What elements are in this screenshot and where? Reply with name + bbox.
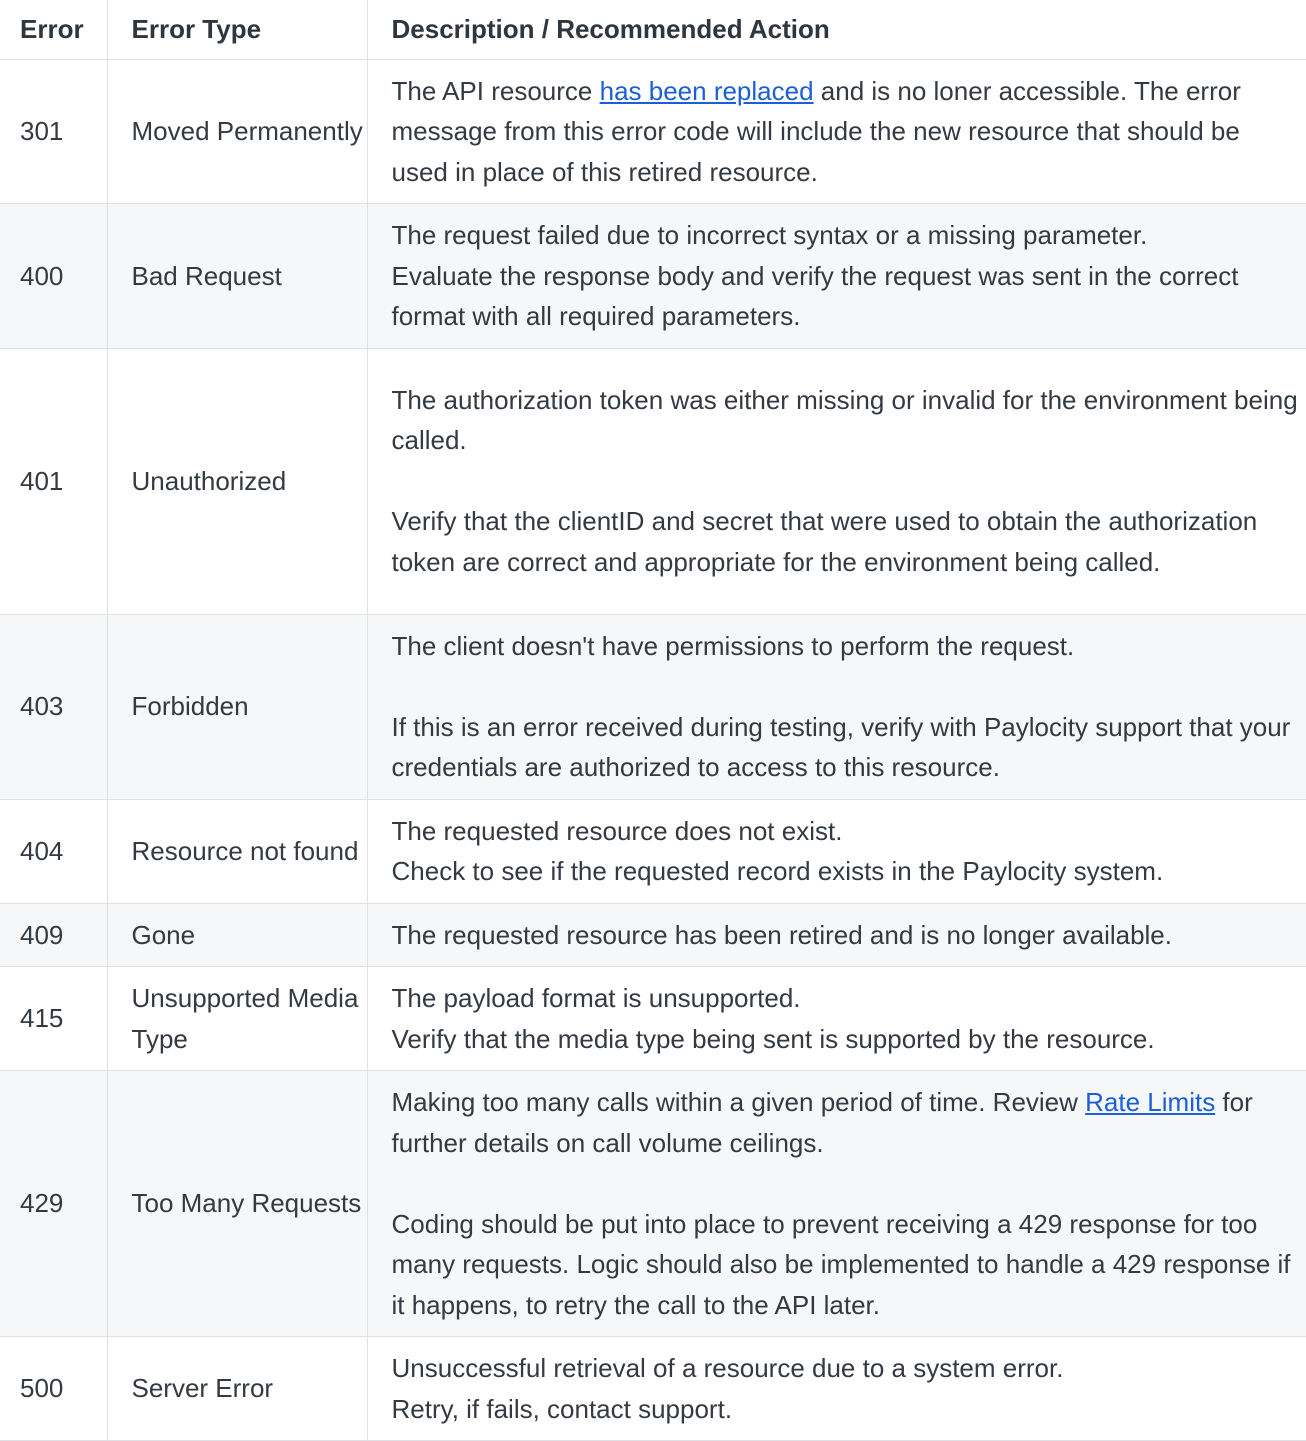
error-description	[367, 614, 1306, 799]
error-type: Moved Permanently	[107, 59, 367, 204]
error-type: Unauthorized	[107, 348, 367, 614]
error-code: 500	[0, 1337, 107, 1441]
description-line: The payload format is unsupported.	[391, 983, 801, 1013]
error-code: 400	[0, 204, 107, 349]
table-row	[0, 1071, 1306, 1337]
description-paragraph: Verify that the clientID and secret that were used to obtain the authorization token are correct and appropriate for the environment being called.	[391, 506, 1258, 577]
error-type: Gone	[107, 903, 367, 967]
description-text: for further details on call volume ceilings.	[391, 1087, 1253, 1158]
table-row	[0, 903, 1306, 967]
header-error: Error	[0, 0, 107, 59]
error-description	[367, 1337, 1306, 1441]
error-type: Bad Request	[107, 204, 367, 349]
description-line: Evaluate the response body and verify the request was sent in the correct format with all required parameters.	[391, 260, 1239, 331]
table-row	[0, 59, 1306, 204]
description-line: The request failed due to incorrect syntax or a missing parameter.	[391, 220, 1148, 250]
description-paragraph: The client doesn't have permissions to perform the request.	[391, 630, 1075, 661]
header-description: Description / Recommended Action	[367, 0, 1306, 59]
error-description	[367, 903, 1306, 967]
error-type: Forbidden	[107, 614, 367, 799]
description-paragraph: If this is an error received during testing, verify with Paylocity support that your credentials are authorized to access to this resource.	[391, 711, 1291, 782]
error-description	[367, 967, 1306, 1071]
error-code: 429	[0, 1071, 107, 1337]
table-row	[0, 204, 1306, 349]
error-description	[367, 204, 1306, 349]
error-code: 301	[0, 59, 107, 204]
error-type: Resource not found	[107, 799, 367, 903]
description-line: Check to see if the requested record exists in the Paylocity system.	[391, 856, 1164, 886]
error-code: 403	[0, 614, 107, 799]
table-row	[0, 967, 1306, 1071]
header-row	[0, 0, 1306, 59]
header-error-type: Error Type	[107, 0, 367, 59]
description-line: The requested resource does not exist.	[391, 815, 843, 846]
error-code: 401	[0, 348, 107, 614]
error-code: 409	[0, 903, 107, 967]
error-type: Server Error	[107, 1337, 367, 1441]
error-description	[367, 348, 1306, 614]
error-code: 404	[0, 799, 107, 903]
description-line: Retry, if fails, contact support.	[391, 1393, 733, 1424]
description-paragraph: The authorization token was either missing or invalid for the environment being called.	[391, 384, 1298, 456]
error-code: 415	[0, 967, 107, 1071]
error-type: Unsupported Media Type	[107, 967, 367, 1071]
error-description	[367, 59, 1306, 204]
description-line: Unsuccessful retrieval of a resource due to a system error.	[391, 1353, 1064, 1383]
error-type: Too Many Requests	[107, 1071, 367, 1337]
has-been-replaced-link[interactable]: has been replaced	[599, 75, 814, 106]
description-text: The API resource	[391, 75, 600, 106]
error-description	[367, 1071, 1306, 1337]
table-row	[0, 614, 1306, 799]
rate-limits-link[interactable]: Rate Limits	[1085, 1087, 1216, 1117]
table-row	[0, 348, 1306, 614]
description-text: Making too many calls within a given period of time. Review	[391, 1087, 1086, 1117]
error-description	[367, 799, 1306, 903]
table-row	[0, 799, 1306, 903]
table-header	[0, 0, 1306, 59]
table-row	[0, 1337, 1306, 1441]
description-line: Verify that the media type being sent is supported by the resource.	[391, 1023, 1155, 1054]
description-paragraph: Coding should be put into place to prevent receiving a 429 response for too many requests. Logic should also be implemented to handle a 429 response if it happens, to retry the call to the API later.	[391, 1208, 1291, 1320]
table-body	[0, 59, 1306, 1441]
description-line: The requested resource has been retired and is no longer available.	[391, 919, 1172, 950]
description-text: and is no loner accessible. The error message from this error code will include the new resource that should be used in place of this retired resource.	[391, 75, 1241, 187]
